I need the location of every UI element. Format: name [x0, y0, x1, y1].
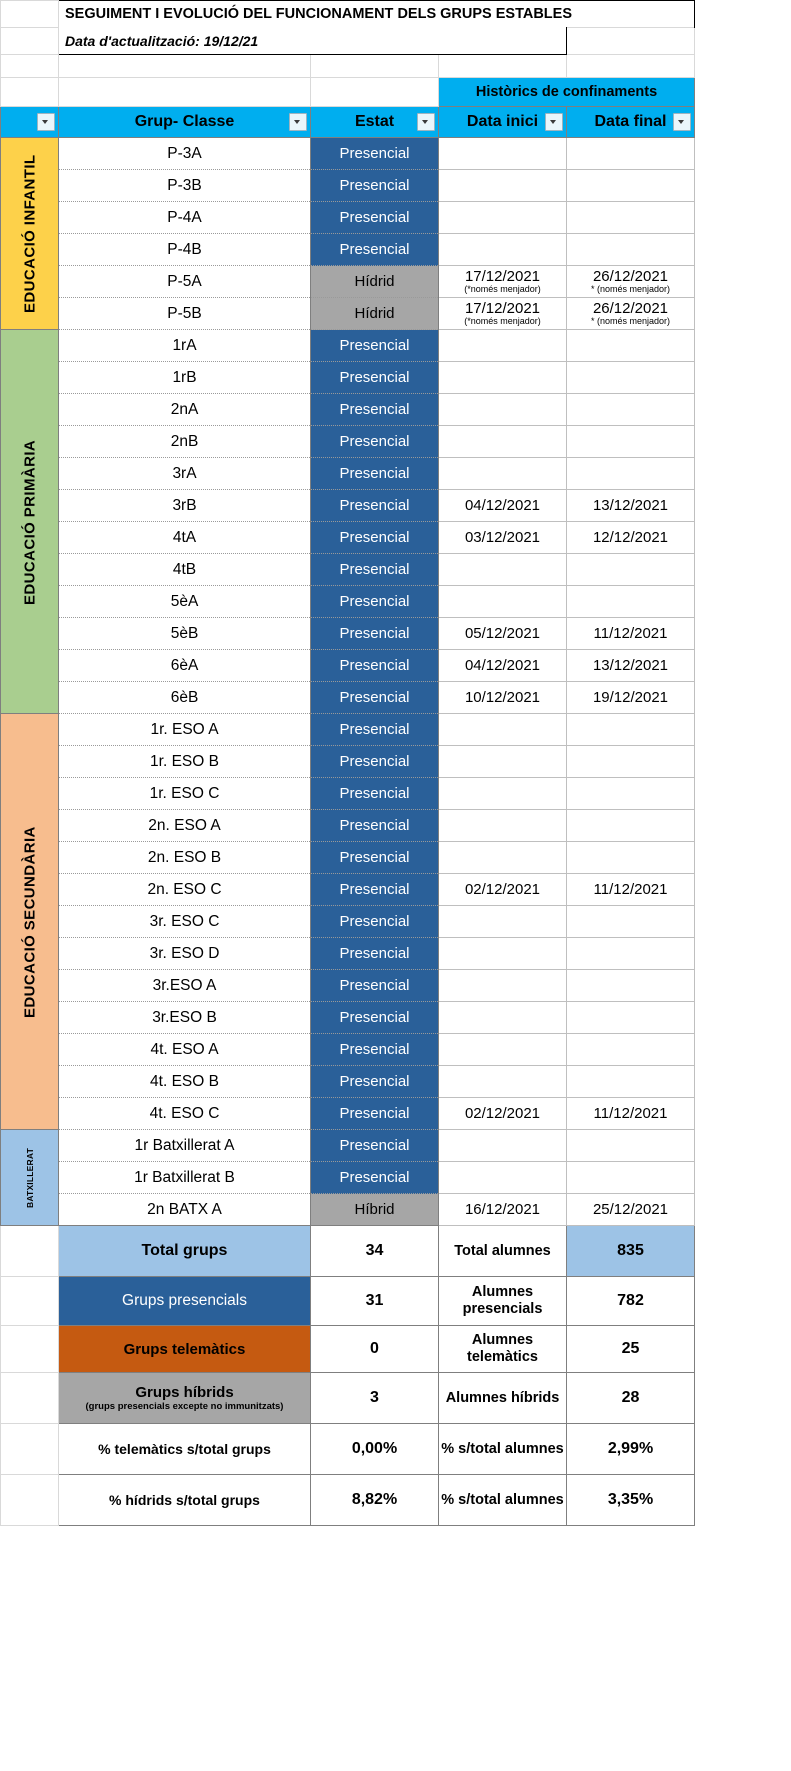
- group-name: 2n BATX A: [59, 1194, 311, 1226]
- column-header-end[interactable]: Data final: [567, 107, 695, 138]
- summary-left-value: 31: [311, 1277, 439, 1326]
- section-label: BATXILLERAT: [1, 1130, 59, 1226]
- spacer-cell: [1, 78, 59, 107]
- state-cell: Presencial: [311, 330, 439, 362]
- state-cell: Presencial: [311, 554, 439, 586]
- end-date: 11/12/2021: [567, 618, 695, 650]
- state-cell: Presencial: [311, 170, 439, 202]
- state-cell: Presencial: [311, 426, 439, 458]
- row-gutter: [1, 1, 59, 28]
- summary-right-label: Total alumnes: [439, 1226, 567, 1277]
- end-date: [567, 1066, 695, 1098]
- update-date: Data d'actualització: 19/12/21: [59, 28, 567, 55]
- start-date: [439, 394, 567, 426]
- group-name: 4tB: [59, 554, 311, 586]
- summary-row: [1, 1424, 695, 1475]
- start-date: [439, 1066, 567, 1098]
- state-cell: Presencial: [311, 970, 439, 1002]
- start-date: [439, 778, 567, 810]
- table-row: [1, 1002, 695, 1034]
- end-date: [567, 362, 695, 394]
- group-name: 4t. ESO A: [59, 1034, 311, 1066]
- end-date: [567, 170, 695, 202]
- table-row: [1, 458, 695, 490]
- start-date: [439, 1002, 567, 1034]
- chevron-down-icon[interactable]: [673, 113, 691, 131]
- end-date: [567, 1002, 695, 1034]
- table-row: [1, 1162, 695, 1194]
- end-date: [567, 138, 695, 170]
- summary-right-label: % s/total alumnes: [439, 1475, 567, 1526]
- start-date: [439, 746, 567, 778]
- summary-right-label: % s/total alumnes: [439, 1424, 567, 1475]
- start-date: [439, 842, 567, 874]
- state-cell: Presencial: [311, 234, 439, 266]
- state-cell: Presencial: [311, 650, 439, 682]
- summary-row: [1, 1475, 695, 1526]
- start-date: [439, 1162, 567, 1194]
- group-name: 2nA: [59, 394, 311, 426]
- start-date: [439, 1034, 567, 1066]
- group-name: 1r Batxillerat B: [59, 1162, 311, 1194]
- summary-left-label: Total grups: [59, 1226, 311, 1277]
- row-gutter: [1, 1373, 59, 1424]
- state-cell: Presencial: [311, 874, 439, 906]
- chevron-down-icon[interactable]: [417, 113, 435, 131]
- state-cell: Presencial: [311, 938, 439, 970]
- row-gutter: [1, 28, 59, 55]
- group-name: 1r. ESO A: [59, 714, 311, 746]
- historic-header: Històrics de confinaments: [439, 78, 695, 107]
- row-gutter: [1, 1424, 59, 1475]
- state-cell: Presencial: [311, 714, 439, 746]
- table-row: [1, 554, 695, 586]
- state-cell: Presencial: [311, 1034, 439, 1066]
- end-date: [567, 394, 695, 426]
- end-date: [567, 810, 695, 842]
- end-date: [567, 842, 695, 874]
- table-row: [1, 394, 695, 426]
- table-row: [1, 810, 695, 842]
- group-name: 6èA: [59, 650, 311, 682]
- start-date: [439, 938, 567, 970]
- start-date: [439, 714, 567, 746]
- group-name: P-3A: [59, 138, 311, 170]
- start-date: 02/12/2021: [439, 1098, 567, 1130]
- group-name: 1r. ESO C: [59, 778, 311, 810]
- state-cell: Presencial: [311, 1162, 439, 1194]
- end-date: 11/12/2021: [567, 1098, 695, 1130]
- group-name: 2nB: [59, 426, 311, 458]
- start-date: [439, 138, 567, 170]
- end-date: 26/12/2021 * (només menjador): [567, 298, 695, 330]
- summary-left-label: Grups presencials: [59, 1277, 311, 1326]
- state-cell: Presencial: [311, 1130, 439, 1162]
- start-date: [439, 362, 567, 394]
- start-date: 10/12/2021: [439, 682, 567, 714]
- start-date: [439, 202, 567, 234]
- end-date: [567, 234, 695, 266]
- filter-gutter[interactable]: [1, 107, 59, 138]
- state-cell: Presencial: [311, 618, 439, 650]
- group-name: 3rB: [59, 490, 311, 522]
- table-row: [1, 682, 695, 714]
- start-date: 17/12/2021 (*només menjador): [439, 298, 567, 330]
- group-name: 6èB: [59, 682, 311, 714]
- chevron-down-icon[interactable]: [37, 113, 55, 131]
- end-date: [567, 746, 695, 778]
- table-row: [1, 1066, 695, 1098]
- summary-right-label: Alumnes telemàtics: [439, 1326, 567, 1373]
- start-date: [439, 906, 567, 938]
- group-name: 3r.ESO A: [59, 970, 311, 1002]
- spacer-cell: [439, 55, 567, 78]
- end-date: 13/12/2021: [567, 490, 695, 522]
- table-row: [1, 138, 695, 170]
- end-date: [567, 938, 695, 970]
- row-gutter: [1, 1226, 59, 1277]
- end-date: 25/12/2021: [567, 1194, 695, 1226]
- group-name: 1rB: [59, 362, 311, 394]
- summary-row: [1, 1277, 695, 1326]
- group-name: 4t. ESO C: [59, 1098, 311, 1130]
- state-cell: Híbrid: [311, 1194, 439, 1226]
- end-date: [567, 330, 695, 362]
- end-date: 19/12/2021: [567, 682, 695, 714]
- end-date: [567, 426, 695, 458]
- table-row: [1, 330, 695, 362]
- summary-right-value: 25: [567, 1326, 695, 1373]
- group-name: 2n. ESO B: [59, 842, 311, 874]
- spacer-cell: [567, 28, 695, 55]
- state-cell: Presencial: [311, 138, 439, 170]
- group-name: 4t. ESO B: [59, 1066, 311, 1098]
- table-row: [1, 426, 695, 458]
- table-row: [1, 298, 695, 330]
- table-row: [1, 714, 695, 746]
- start-date: [439, 426, 567, 458]
- table-row: [1, 618, 695, 650]
- start-date: 03/12/2021: [439, 522, 567, 554]
- summary-left-label: % hídrids s/total grups: [59, 1475, 311, 1526]
- start-date: [439, 554, 567, 586]
- start-date: [439, 1130, 567, 1162]
- end-date: 13/12/2021: [567, 650, 695, 682]
- table-row: [1, 970, 695, 1002]
- table-row: [1, 234, 695, 266]
- table-row: [1, 586, 695, 618]
- end-date: [567, 778, 695, 810]
- row-gutter: [1, 1475, 59, 1526]
- start-date: 04/12/2021: [439, 490, 567, 522]
- summary-right-value: 782: [567, 1277, 695, 1326]
- state-cell: Presencial: [311, 842, 439, 874]
- summary-left-value: 8,82%: [311, 1475, 439, 1526]
- summary-left-label: Grups telemàtics: [59, 1326, 311, 1373]
- state-cell: Presencial: [311, 906, 439, 938]
- table-row: [1, 1098, 695, 1130]
- end-date: 26/12/2021 * (només menjador): [567, 266, 695, 298]
- start-date: 05/12/2021: [439, 618, 567, 650]
- summary-row: [1, 1373, 695, 1424]
- summary-right-label: Alumnes híbrids: [439, 1373, 567, 1424]
- state-cell: Hídrid: [311, 266, 439, 298]
- table-row: [1, 1194, 695, 1226]
- state-cell: Presencial: [311, 202, 439, 234]
- start-date: 02/12/2021: [439, 874, 567, 906]
- group-name: 1r Batxillerat A: [59, 1130, 311, 1162]
- summary-left-value: 0,00%: [311, 1424, 439, 1475]
- start-date: [439, 810, 567, 842]
- group-name: 3r.ESO B: [59, 1002, 311, 1034]
- end-date: [567, 202, 695, 234]
- summary-left-value: 3: [311, 1373, 439, 1424]
- state-cell: Presencial: [311, 746, 439, 778]
- group-name: 2n. ESO A: [59, 810, 311, 842]
- end-date: 12/12/2021: [567, 522, 695, 554]
- summary-right-value: 28: [567, 1373, 695, 1424]
- table-row: [1, 490, 695, 522]
- column-header-group[interactable]: Grup- Classe: [59, 107, 311, 138]
- group-name: 3r. ESO D: [59, 938, 311, 970]
- table-row: [1, 778, 695, 810]
- state-cell: Presencial: [311, 362, 439, 394]
- end-date: [567, 458, 695, 490]
- summary-left-label: Grups híbrids (grups presencials excepte no immunitzats): [59, 1373, 311, 1424]
- group-name: P-5A: [59, 266, 311, 298]
- group-name: 2n. ESO C: [59, 874, 311, 906]
- table-row: [1, 906, 695, 938]
- group-name: P-4A: [59, 202, 311, 234]
- state-cell: Presencial: [311, 810, 439, 842]
- spacer-cell: [59, 55, 311, 78]
- column-header-state[interactable]: Estat: [311, 107, 439, 138]
- group-name: P-5B: [59, 298, 311, 330]
- summary-left-value: 34: [311, 1226, 439, 1277]
- summary-right-label: Alumnes presencials: [439, 1277, 567, 1326]
- section-label: EDUCACIÓ PRIMÀRIA: [1, 330, 59, 714]
- end-date: 11/12/2021: [567, 874, 695, 906]
- state-cell: Presencial: [311, 458, 439, 490]
- spacer-cell: [59, 78, 311, 107]
- end-date: [567, 554, 695, 586]
- start-date: [439, 586, 567, 618]
- end-date: [567, 1130, 695, 1162]
- section-label: EDUCACIÓ INFANTIL: [1, 138, 59, 330]
- table-row: [1, 522, 695, 554]
- end-date: [567, 714, 695, 746]
- row-gutter: [1, 1277, 59, 1326]
- end-date: [567, 970, 695, 1002]
- group-name: 4tA: [59, 522, 311, 554]
- group-name: 5èA: [59, 586, 311, 618]
- state-cell: Presencial: [311, 490, 439, 522]
- state-cell: Presencial: [311, 682, 439, 714]
- state-cell: Presencial: [311, 1066, 439, 1098]
- end-date: [567, 586, 695, 618]
- state-cell: Presencial: [311, 1002, 439, 1034]
- state-cell: Presencial: [311, 1098, 439, 1130]
- spacer-cell: [311, 78, 439, 107]
- section-label: EDUCACIÓ SECUNDÀRIA: [1, 714, 59, 1130]
- group-name: 5èB: [59, 618, 311, 650]
- state-cell: Presencial: [311, 778, 439, 810]
- page-title: SEGUIMENT I EVOLUCIÓ DEL FUNCIONAMENT DELS GRUPS ESTABLES: [59, 1, 695, 28]
- row-gutter: [1, 1326, 59, 1373]
- group-name: 1rA: [59, 330, 311, 362]
- table-row: [1, 1130, 695, 1162]
- state-cell: Presencial: [311, 394, 439, 426]
- chevron-down-icon[interactable]: [545, 113, 563, 131]
- end-date: [567, 1162, 695, 1194]
- start-date: [439, 170, 567, 202]
- table-row: [1, 650, 695, 682]
- state-cell: Presencial: [311, 586, 439, 618]
- start-date: 04/12/2021: [439, 650, 567, 682]
- summary-left-value: 0: [311, 1326, 439, 1373]
- spacer-cell: [311, 55, 439, 78]
- start-date: [439, 458, 567, 490]
- summary-right-value: 835: [567, 1226, 695, 1277]
- table-row: [1, 170, 695, 202]
- summary-right-value: 2,99%: [567, 1424, 695, 1475]
- table-row: [1, 266, 695, 298]
- state-cell: Hídrid: [311, 298, 439, 330]
- summary-row: [1, 1326, 695, 1373]
- table-row: [1, 874, 695, 906]
- group-name: 3r. ESO C: [59, 906, 311, 938]
- column-header-start[interactable]: Data inici: [439, 107, 567, 138]
- spacer-cell: [1, 55, 59, 78]
- chevron-down-icon[interactable]: [289, 113, 307, 131]
- table-row: [1, 202, 695, 234]
- start-date: [439, 330, 567, 362]
- table-row: [1, 1034, 695, 1066]
- table-row: [1, 938, 695, 970]
- start-date: 16/12/2021: [439, 1194, 567, 1226]
- group-name: 1r. ESO B: [59, 746, 311, 778]
- spacer-cell: [567, 55, 695, 78]
- summary-row: [1, 1226, 695, 1277]
- group-name: 3rA: [59, 458, 311, 490]
- summary-left-label: % telemàtics s/total grups: [59, 1424, 311, 1475]
- group-name: P-3B: [59, 170, 311, 202]
- start-date: 17/12/2021 (*només menjador): [439, 266, 567, 298]
- state-cell: Presencial: [311, 522, 439, 554]
- table-row: [1, 746, 695, 778]
- table-row: [1, 362, 695, 394]
- start-date: [439, 234, 567, 266]
- summary-right-value: 3,35%: [567, 1475, 695, 1526]
- group-name: P-4B: [59, 234, 311, 266]
- end-date: [567, 906, 695, 938]
- table-row: [1, 842, 695, 874]
- end-date: [567, 1034, 695, 1066]
- start-date: [439, 970, 567, 1002]
